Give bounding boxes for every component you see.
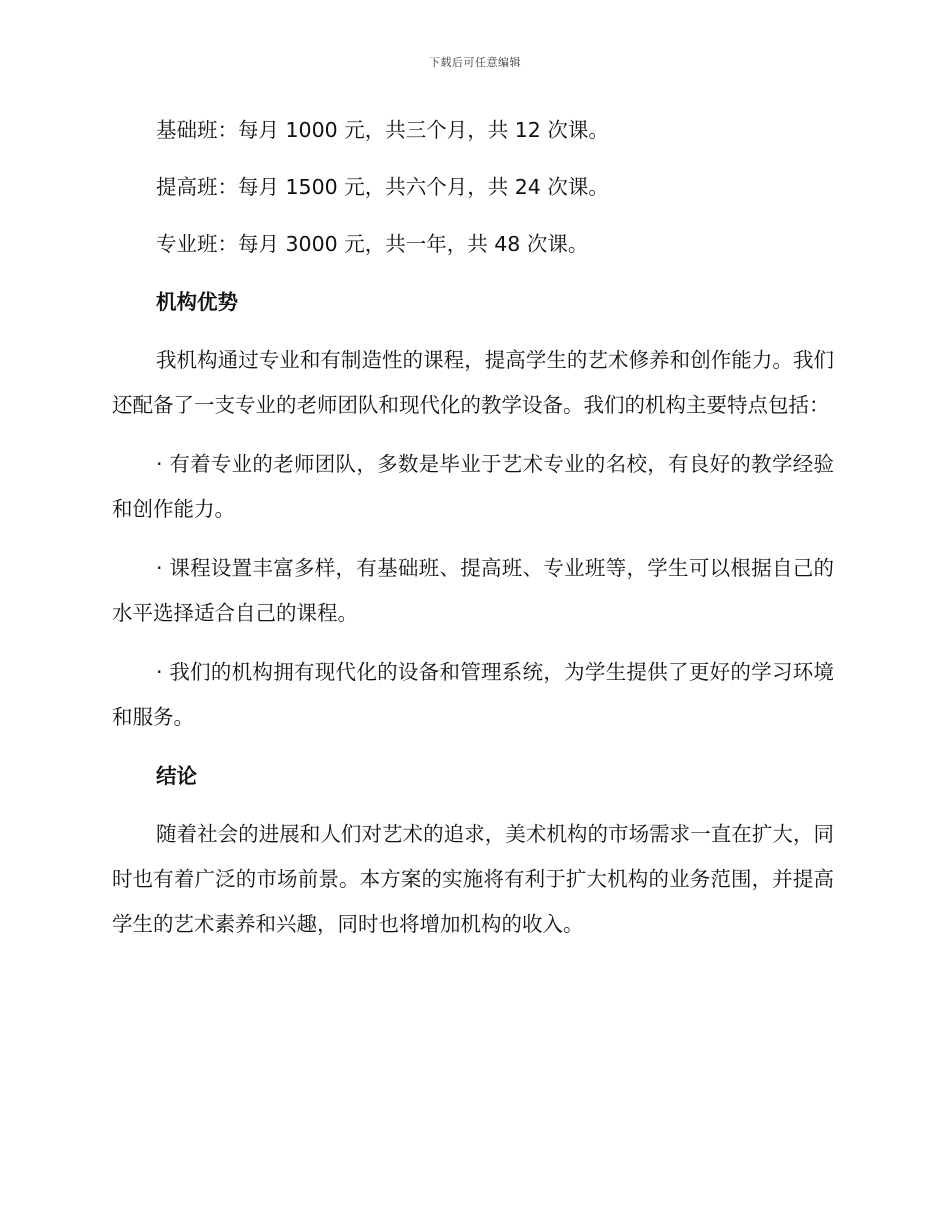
page-header: 下载后可任意编辑 <box>429 56 521 69</box>
advantages-heading: 机构优势 <box>156 290 238 314</box>
advantage-bullet-teachers: · 有着专业的老师团队，多数是毕业于艺术专业的名校，有良好的教学经验和创作能力。 <box>112 452 834 521</box>
pricing-professional: 专业班：每月 3000 元，共一年，共 48 次课。 <box>156 232 589 256</box>
advantages-intro: 我机构通过专业和有制造性的课程，提高学生的艺术修养和创作能力。我们还配备了一支专业的老师团队和现代化的教学设备。我们的机构主要特点包括： <box>112 348 834 417</box>
pricing-basic: 基础班：每月 1000 元，共三个月，共 12 次课。 <box>156 118 609 142</box>
document-body <box>112 108 834 947</box>
advantage-bullet-facilities: · 我们的机构拥有现代化的设备和管理系统，为学生提供了更好的学习环境和服务。 <box>112 660 834 729</box>
pricing-advanced: 提高班：每月 1500 元，共六个月，共 24 次课。 <box>156 175 609 199</box>
advantage-bullet-courses: · 课程设置丰富多样，有基础班、提高班、专业班等，学生可以根据自己的水平选择适合自己的课程。 <box>112 556 834 625</box>
conclusion-text: 随着社会的进展和人们对艺术的追求，美术机构的市场需求一直在扩大，同时也有着广泛的市场前景。本方案的实施将有利于扩大机构的业务范围，并提高学生的艺术素养和兴趣，同时也将增加机构的收入。 <box>112 822 834 936</box>
conclusion-heading: 结论 <box>156 764 197 788</box>
